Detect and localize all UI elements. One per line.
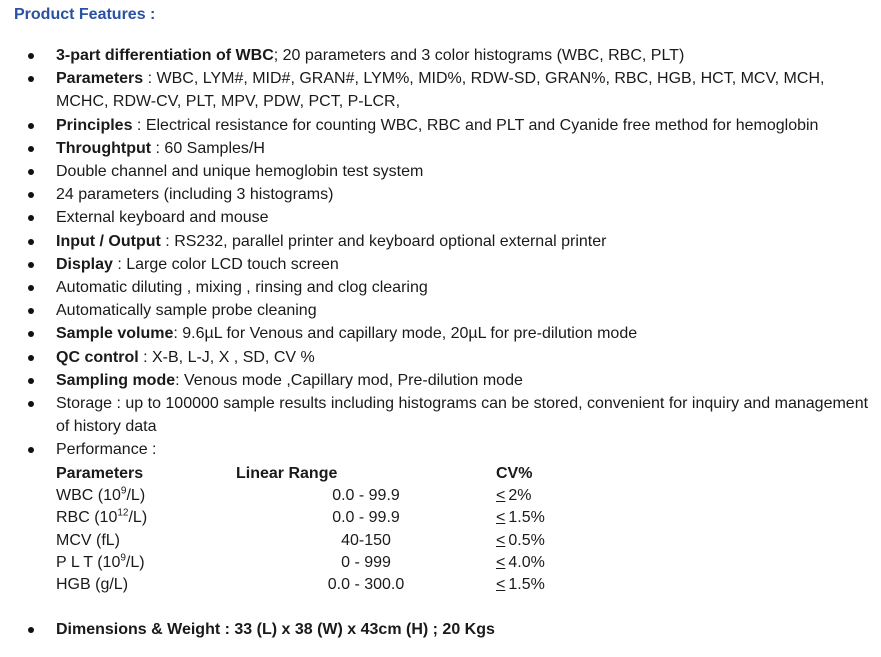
feature-label: Input / Output [56,232,161,250]
linear-range: 40-150 [341,531,391,549]
feature-item [0,114,881,137]
bullet-icon [28,53,34,59]
cv-value: < 0.5% [496,530,545,552]
bullet-icon [28,627,34,633]
bullet-icon [28,262,34,268]
header-linear-range: Linear Range [236,464,338,482]
feature-item [0,322,881,345]
bullet-icon [28,123,34,129]
bullet-icon [28,285,34,291]
param-name: WBC $(10^9/L)$ [56,485,146,504]
bullet-icon [28,169,34,175]
feature-text: Automatic diluting , mixing , rinsing and clog clearing [56,279,428,297]
linear-range: 0.0 - 300.0 [327,576,405,594]
feature-text: : Venous mode ,Capillary mod, Pre-dilution mode [175,371,523,389]
param-name: HGB (g/L) [56,576,129,594]
feature-text: : WBC, LYM#, MID#, GRAN#, LYM%, MID%, RDW-SD, GRAN%, RBC, HGB, HCT, MCV, MCH, MCHC, RDW-CV, PLT, MPV, PDW, PCT, P-LCR, [56,70,825,111]
param-name: RBC $(10^{12}/L)$ [56,507,148,527]
table-row [56,552,545,574]
param-name: MCV (fL) [56,531,120,549]
bullet-icon [28,215,34,221]
feature-label: 3-part differentiation of WBC [56,47,274,64]
less-equal-symbol: < [496,531,506,549]
feature-item [0,346,881,369]
linear-range: 0.0 - 99.9 [332,509,400,527]
feature-item [0,392,881,438]
linear-range: 0 - 999 [341,553,391,571]
feature-item [0,230,881,253]
feature-text: : RS232, parallel printer and keyboard optional external printer [160,232,607,250]
cv-value: < 1.5% [496,507,545,529]
performance-item [0,438,881,596]
bullet-icon [28,378,34,384]
bullet-icon [28,239,34,245]
feature-text: ; 20 parameters and 3 color histograms (WBC, RBC, PLT) [273,47,685,64]
feature-text: 24 parameters (including 3 histograms) [56,186,334,204]
bullet-icon [28,331,34,337]
feature-item-dimensions [0,618,881,641]
page-title: Product Features : [14,6,156,23]
feature-item [0,206,881,229]
feature-label: Sample volume [56,325,174,343]
spacer [0,596,881,618]
feature-text: : X-B, L-J, X , SD, CV % [138,348,315,366]
bullet-icon [28,355,34,361]
feature-label: Sampling mode [56,371,176,389]
feature-item [0,276,881,299]
feature-label: Principles [56,116,133,134]
feature-list [0,44,881,642]
performance-table [56,463,545,597]
bullet-icon [28,76,34,82]
feature-item [0,160,881,183]
feature-label: Display [56,255,113,273]
feature-item [0,183,881,206]
feature-item [0,253,881,276]
feature-item [0,44,881,67]
feature-item [0,137,881,160]
table-row [56,530,545,552]
feature-text: Storage : up to 100000 sample results including histograms can be stored, convenient for inquiry and management of history data [56,395,869,436]
feature-label: Parameters [56,70,144,88]
bullet-icon [28,146,34,152]
feature-text: External keyboard and mouse [56,209,269,227]
dimensions-text: Dimensions & Weight : 33 (L) x 38 (W) x 43cm (H) ; 20 Kgs [56,621,495,639]
linear-range: 0.0 - 99.9 [332,486,400,504]
less-equal-symbol: < [496,509,506,527]
cv-value: < 4.0% [496,552,545,574]
feature-label: QC control [56,348,139,366]
bullet-icon [28,308,34,314]
less-equal-symbol: < [496,553,506,571]
feature-text: : 9.6µL for Venous and capillary mode, 20µL for pre-dilution mode [173,325,638,343]
header-cv: CV% [496,464,533,482]
feature-label: Throughtput [56,139,152,157]
bullet-icon [28,401,34,407]
feature-text: : Large color LCD touch screen [112,255,339,273]
cv-value: < 1.5% [496,574,545,596]
table-row [56,485,545,507]
cv-value: < 2% [496,485,545,507]
feature-item [0,299,881,322]
feature-text: Double channel and unique hemoglobin test system [56,163,424,181]
less-equal-symbol: < [496,486,506,504]
table-row [56,574,545,596]
bullet-icon [28,192,34,198]
table-header-row [56,463,545,485]
bullet-icon [28,447,34,453]
feature-text: Automatically sample probe cleaning [56,302,317,320]
less-equal-symbol: < [496,576,506,594]
param-name: P L T $(10^9/L)$ [56,552,145,571]
table-row [56,507,545,529]
header-parameters: Parameters [56,464,144,482]
feature-item [0,67,881,113]
feature-item [0,369,881,392]
performance-label: Performance : [56,441,157,459]
feature-text: : Electrical resistance for counting WBC, RBC and PLT and Cyanide free method for hemoglobin [132,116,819,134]
feature-text: : 60 Samples/H [151,139,265,157]
